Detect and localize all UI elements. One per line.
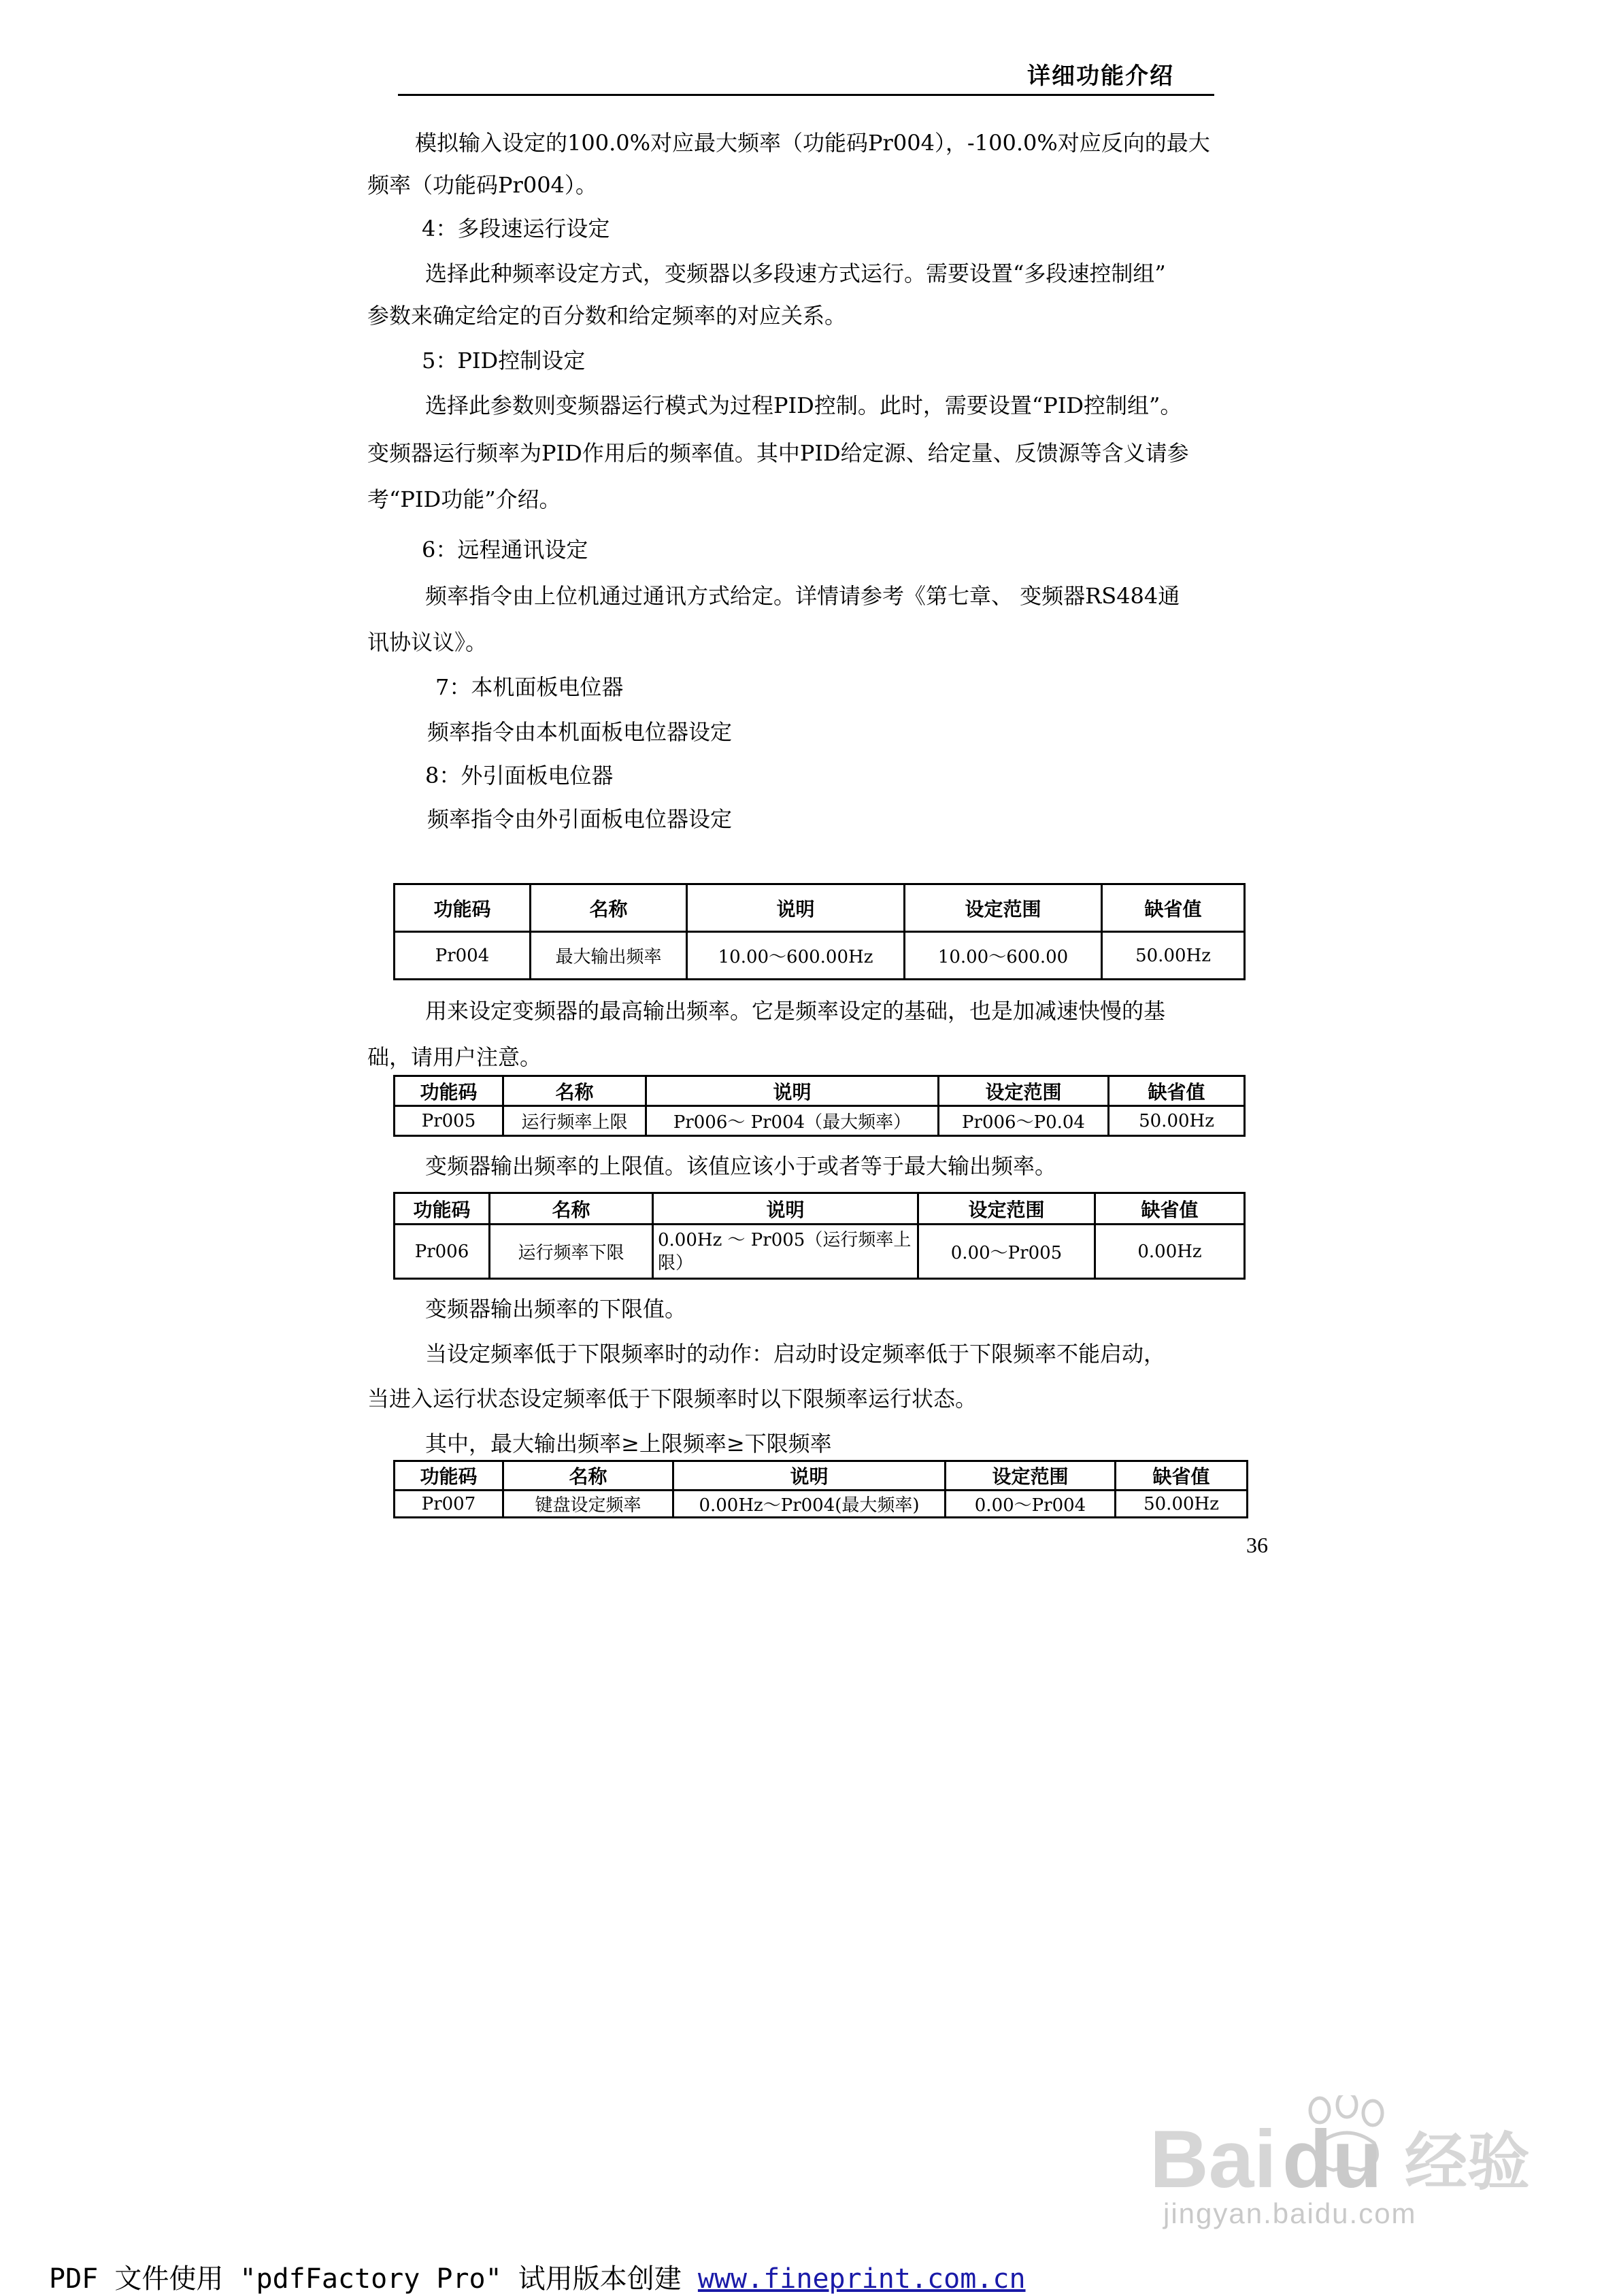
col-header-code: 功能码 [395, 1193, 490, 1225]
header-divider [398, 94, 1214, 96]
watermark-url: jingyan.baidu.com [1163, 2197, 1417, 2229]
cell-range: 10.00～600.00 [905, 932, 1102, 980]
cell-name: 最大输出频率 [531, 932, 687, 980]
paragraph-line: 频率指令由本机面板电位器设定 [427, 719, 733, 745]
paragraph-line: 用来设定变频器的最高输出频率。它是频率设定的基础，也是加减速快慢的基 [425, 998, 1166, 1024]
col-header-default: 缺省值 [1109, 1076, 1245, 1106]
col-header-name: 名称 [503, 1076, 646, 1106]
fineprint-link[interactable]: www.fineprint.com.cn [697, 2263, 1026, 2295]
cell-range: 0.00～Pr004 [946, 1491, 1116, 1518]
cell-default: 50.00Hz [1116, 1491, 1248, 1518]
col-header-range: 设定范围 [946, 1461, 1116, 1491]
paragraph-line: 其中，最大输出频率≥上限频率≥下限频率 [425, 1431, 832, 1457]
paragraph-line: 选择此参数则变频器运行模式为过程PID控制。此时，需要设置“PID控制组”。 [425, 393, 1182, 418]
param-table-pr005 [393, 1075, 1246, 1137]
svg-text:du: du [1282, 2114, 1382, 2197]
cell-default: 0.00Hz [1095, 1225, 1245, 1279]
paragraph-line: 础，请用户注意。 [367, 1044, 542, 1070]
svg-text:经验: 经验 [1405, 2128, 1531, 2197]
cell-name: 键盘设定频率 [503, 1491, 673, 1518]
col-header-default: 缺省值 [1102, 884, 1245, 932]
col-header-name: 名称 [531, 884, 687, 932]
paragraph-line: 频率（功能码Pr004）。 [367, 172, 597, 198]
col-header-code: 功能码 [395, 1076, 503, 1106]
col-header-range: 设定范围 [918, 1193, 1095, 1225]
col-header-code: 功能码 [395, 1461, 503, 1491]
cell-default: 50.00Hz [1102, 932, 1245, 980]
item-4-title: 4：多段速运行设定 [422, 216, 610, 242]
col-header-default: 缺省值 [1095, 1193, 1245, 1225]
paragraph-line: 当设定频率低于下限频率时的动作：启动时设定频率低于下限频率不能启动， [425, 1341, 1166, 1367]
param-table-pr007 [393, 1460, 1248, 1518]
pdf-footer [49, 2257, 1026, 2296]
col-header-code: 功能码 [395, 884, 531, 932]
cell-code: Pr005 [395, 1106, 503, 1136]
param-table-pr006 [393, 1192, 1246, 1280]
param-table-pr004 [393, 883, 1246, 980]
page-header-title: 详细功能介绍 [1027, 63, 1174, 90]
item-6-title: 6：远程通讯设定 [422, 537, 588, 563]
col-header-desc: 说明 [673, 1461, 946, 1491]
cell-code: Pr007 [395, 1491, 503, 1518]
cell-desc: 10.00～600.00Hz [687, 932, 905, 980]
col-header-range: 设定范围 [939, 1076, 1109, 1106]
col-header-desc: 说明 [646, 1076, 939, 1106]
cell-name: 运行频率下限 [490, 1225, 653, 1279]
item-7-title: 7：本机面板电位器 [435, 674, 624, 700]
baidu-jingyan-logo [1150, 2095, 1531, 2200]
paragraph-line: 模拟输入设定的100.0%对应最大频率（功能码Pr004），-100.0%对应反向的最大 [415, 130, 1210, 156]
paragraph-line: 变频器输出频率的上限值。该值应该小于或者等于最大输出频率。 [425, 1153, 1057, 1179]
cell-range: Pr006～P0.04 [939, 1106, 1109, 1136]
col-header-default: 缺省值 [1116, 1461, 1248, 1491]
cell-range: 0.00～Pr005 [918, 1225, 1095, 1279]
paragraph-line: 讯协议议》。 [367, 629, 488, 655]
cell-default: 50.00Hz [1109, 1106, 1245, 1136]
col-header-desc: 说明 [687, 884, 905, 932]
paragraph-line: 变频器输出频率的下限值。 [425, 1296, 687, 1322]
paragraph-line: 频率指令由外引面板电位器设定 [427, 806, 733, 832]
cell-desc: 0.00Hz～Pr004(最大频率) [673, 1491, 946, 1518]
cell-code: Pr004 [395, 932, 531, 980]
col-header-name: 名称 [490, 1193, 653, 1225]
cell-name: 运行频率上限 [503, 1106, 646, 1136]
paragraph-line: 频率指令由上位机通过通讯方式给定。详情请参考《第七章、 变频器RS484通 [425, 583, 1180, 609]
cell-desc: Pr006～ Pr004（最大频率） [646, 1106, 939, 1136]
paragraph-line: 变频器运行频率为PID作用后的频率值。其中PID给定源、给定量、反馈源等含义请参 [367, 440, 1189, 466]
col-header-range: 设定范围 [905, 884, 1102, 932]
paragraph-line: 参数来确定给定的百分数和给定频率的对应关系。 [367, 303, 847, 329]
paragraph-line: 当进入运行状态设定频率低于下限频率时以下限频率运行状态。 [367, 1386, 978, 1412]
paragraph-line: 考“PID功能”介绍。 [367, 486, 561, 512]
cell-desc: 0.00Hz ～ Pr005（运行频率上限） [653, 1225, 918, 1279]
footer-text: PDF 文件使用 "pdfFactory Pro" 试用版本创建 [49, 2263, 698, 2295]
item-8-title: 8：外引面板电位器 [425, 763, 614, 788]
paragraph-line: 选择此种频率设定方式，变频器以多段速方式运行。需要设置“多段速控制组” [425, 261, 1166, 286]
cell-code: Pr006 [395, 1225, 490, 1279]
col-header-desc: 说明 [653, 1193, 918, 1225]
item-5-title: 5：PID控制设定 [422, 348, 586, 373]
page-number: 36 [1246, 1533, 1268, 1557]
svg-text:Bai: Bai [1150, 2114, 1277, 2197]
col-header-name: 名称 [503, 1461, 673, 1491]
